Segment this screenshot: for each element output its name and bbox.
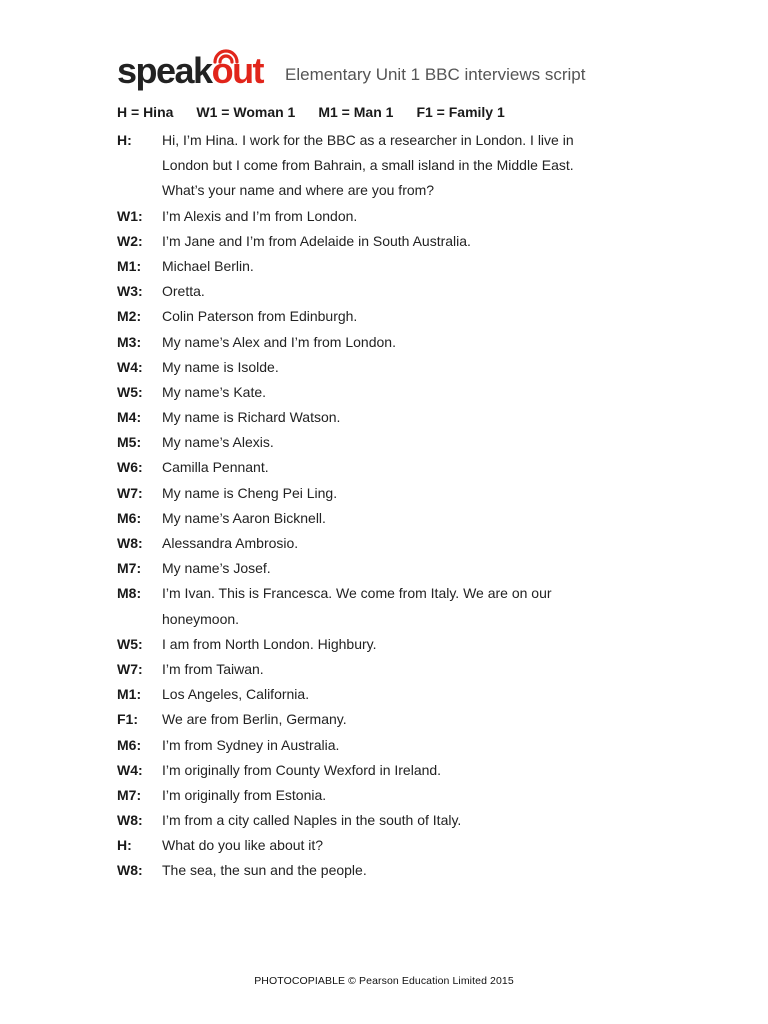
dialogue-text: I’m Alexis and I’m from London.: [162, 207, 358, 224]
transcript-line: [117, 531, 657, 556]
legend-item: W1 = Woman 1: [196, 104, 296, 120]
transcript-line: [117, 607, 657, 632]
speaker-label: [117, 153, 162, 178]
dialogue-text: We are from Berlin, Germany.: [162, 711, 347, 728]
speaker-label: W3:: [117, 283, 143, 300]
dialogue-text: I’m Ivan. This is Francesca. We come from Italy. We are on our: [162, 585, 552, 602]
transcript-line: [117, 783, 657, 808]
dialogue-text: My name’s Josef.: [162, 560, 271, 577]
legend-item: M1 = Man 1: [318, 104, 394, 120]
speaker-label: M6:: [117, 736, 142, 753]
speaker-label: W8:: [117, 535, 143, 551]
speaker-label: W8:: [117, 862, 143, 879]
dialogue-text: Camilla Pennant.: [162, 459, 269, 476]
transcript-line: [117, 380, 657, 405]
transcript-line: [117, 707, 657, 732]
transcript-line: [117, 758, 657, 783]
dialogue-text: Colin Paterson from Edinburgh.: [162, 308, 358, 325]
transcript-line: [117, 858, 657, 883]
speaker-label: W4:: [117, 761, 143, 778]
speaker-label: W7:: [117, 660, 143, 677]
dialogue-text: Los Angeles, California.: [162, 686, 310, 703]
transcript-line: [117, 178, 657, 203]
document-title: Elementary Unit 1 BBC interviews script: [285, 65, 586, 84]
speaker-label: [117, 178, 162, 203]
speaker-label: M5:: [117, 434, 142, 451]
dialogue-text: London but I come from Bahrain, a small island in the Middle East.: [162, 157, 574, 174]
speaker-label: W1:: [117, 207, 143, 224]
speaker-label: M8:: [117, 585, 142, 602]
speaker-label: H:: [117, 132, 132, 148]
dialogue-text: My name is Isolde.: [162, 358, 279, 375]
dialogue-text: I’m Jane and I’m from Adelaide in South Australia.: [162, 232, 471, 249]
dialogue-text: My name is Cheng Pei Ling.: [162, 484, 338, 501]
speaker-label: M1:: [117, 686, 142, 703]
transcript-line: [117, 657, 657, 682]
transcript-line: [117, 808, 657, 833]
speaker-label: M7:: [117, 786, 142, 803]
dialogue-text: I’m from a city called Naples in the south of Italy.: [162, 812, 462, 829]
speaker-label: W4:: [117, 358, 143, 375]
transcript-line: [117, 153, 657, 178]
transcript-line: [117, 682, 657, 707]
dialogue-text: I’m from Taiwan.: [162, 660, 264, 677]
speaker-label: W8:: [117, 812, 143, 829]
dialogue-text: My name’s Aaron Bicknell.: [162, 509, 326, 526]
transcript-line: [117, 506, 657, 531]
speaker-legend: [117, 104, 528, 120]
transcript-line: [117, 455, 657, 480]
legend-item: H = Hina: [117, 104, 174, 120]
dialogue-text: Hi, I’m Hina. I work for the BBC as a researcher in London. I live in: [162, 132, 574, 148]
transcript-line: [117, 355, 657, 380]
speaker-label: M2:: [117, 308, 142, 325]
speaker-label: M3:: [117, 333, 142, 350]
dialogue-text: Oretta.: [162, 283, 205, 300]
dialogue-text: Alessandra Ambrosio.: [162, 535, 299, 551]
speaker-label: H:: [117, 837, 132, 854]
transcript-line: [117, 733, 657, 758]
dialogue-text: My name’s Alexis.: [162, 434, 274, 451]
dialogue-text: My name’s Alex and I’m from London.: [162, 333, 396, 350]
speaker-label: M7:: [117, 560, 142, 577]
transcript-line: [117, 632, 657, 657]
transcript-line: [117, 279, 657, 304]
transcript: [117, 128, 657, 884]
transcript-line: [117, 304, 657, 329]
dialogue-text: What do you like about it?: [162, 837, 324, 854]
transcript-line: [117, 833, 657, 858]
speaker-label: M1:: [117, 257, 142, 274]
speaker-label: M4:: [117, 409, 142, 426]
speaker-label: [117, 607, 162, 632]
dialogue-text: I’m originally from Estonia.: [162, 786, 327, 803]
transcript-line: [117, 204, 657, 229]
document-header: [117, 42, 717, 92]
transcript-line: [117, 254, 657, 279]
speaker-label: W6:: [117, 459, 143, 476]
transcript-line: [117, 581, 657, 606]
dialogue-text: I am from North London. Highbury.: [162, 635, 377, 652]
logo-word-out: out: [211, 50, 264, 91]
legend-item: F1 = Family 1: [416, 104, 505, 120]
dialogue-text: The sea, the sun and the people.: [162, 862, 367, 879]
dialogue-text: My name’s Kate.: [162, 383, 267, 400]
transcript-line: [117, 405, 657, 430]
speaker-label: W2:: [117, 232, 143, 249]
dialogue-text: I’m from Sydney in Australia.: [162, 736, 340, 753]
dialogue-text: honeymoon.: [162, 610, 240, 627]
transcript-line: [117, 229, 657, 254]
speaker-label: M6:: [117, 509, 142, 526]
transcript-line: [117, 128, 657, 153]
dialogue-text: I’m originally from County Wexford in Ireland.: [162, 761, 442, 778]
transcript-line: [117, 481, 657, 506]
transcript-line: [117, 430, 657, 455]
speaker-label: W7:: [117, 484, 143, 501]
dialogue-text: Michael Berlin.: [162, 257, 254, 274]
transcript-line: [117, 556, 657, 581]
transcript-line: [117, 330, 657, 355]
logo-word-speak: speak: [117, 50, 212, 91]
copyright-footer: PHOTOCOPIABLE © Pearson Education Limited 2015: [254, 975, 514, 987]
dialogue-text: What’s your name and where are you from?: [162, 182, 435, 199]
speaker-label: W5:: [117, 635, 143, 652]
speaker-label: W5:: [117, 383, 143, 400]
dialogue-text: My name is Richard Watson.: [162, 409, 341, 426]
speaker-label: F1:: [117, 711, 138, 728]
